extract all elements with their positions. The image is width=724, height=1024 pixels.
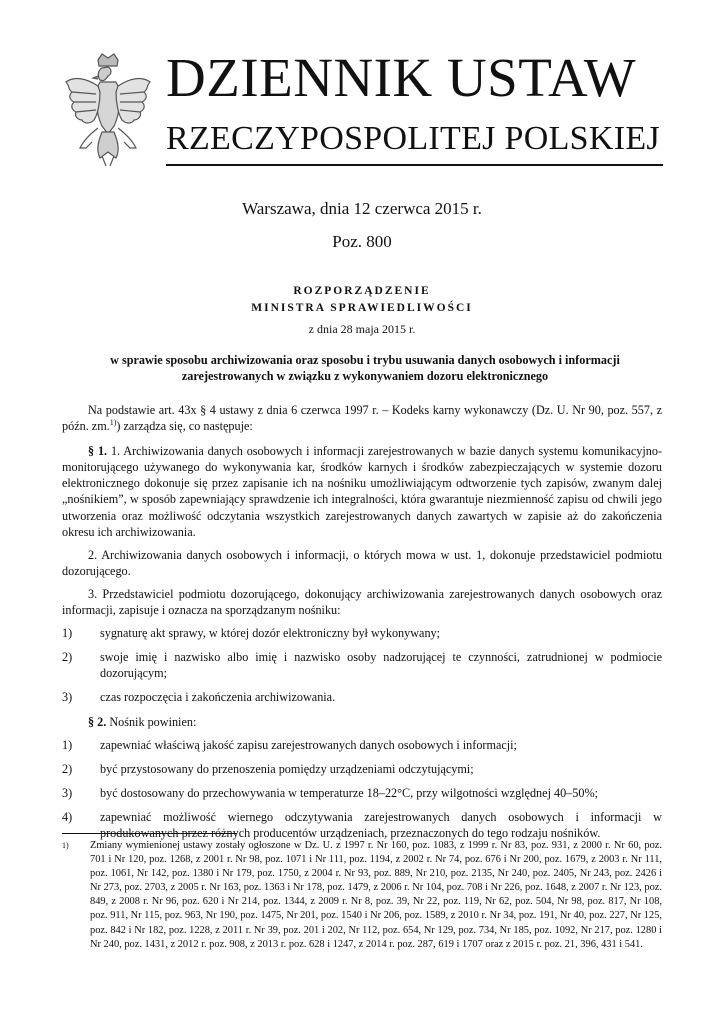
section-2-mark: § 2. <box>88 714 107 729</box>
section-1-mark: § 1. <box>88 444 108 459</box>
section-2-intro: § 2. Nośnik powinien: <box>88 714 197 729</box>
section-1-para-3: 3. Przedstawiciel podmiotu dozorującego, dokonujący archiwizowania zarejestrowanych danych osobowych oraz informacji, zapisuje i oznacza na sporządzanym nośniku: <box>62 586 662 618</box>
section-1-para-1: § 1. 1. Archiwizowania danych osobowych i informacji zarejestrowanych w bazie danych systemu komunikacyjno-monitorującego używanego do wykonywania kar, środków karnych i środków zabezpieczających w systemie dozoru elektronicznego dokonuje się przez zapisanie ich na nośniku umożliwiającym odtworzenie tych zapisów, zwanym dalej „nośnikiem”, w sposób zapewniający sprawdzenie ich integralności, która gwarantuje niezmienność zapisu od chwili jego utworzenia oraz możliwość odczytania wszystkich zarejestrowanych danych zawartych w zapisie aż do zakończenia okresu ich archiwizowania. <box>62 444 663 539</box>
section-1-para-2: 2. Archiwizowania danych osobowych i informacji, o których mowa w ust. 1, dokonuje przedstawiciel podmiotu dozorującego. <box>62 547 662 578</box>
gazette-title: DZIENNIK USTAW <box>166 47 637 108</box>
position-number: Poz. 800 <box>332 232 392 251</box>
publication-dateline: Warszawa, dnia 12 czerwca 2015 r. <box>242 199 482 218</box>
list-item: 3) czas rozpoczęcia i zakończenia archiwizowania. <box>62 690 336 705</box>
regulation-body <box>62 402 662 849</box>
footnote <box>62 839 662 952</box>
regulation-subject: w sprawie sposobu archiwizowania oraz sposobu i trybu usuwania danych osobowych i informacji zarejestrowanych w związku z wykonywaniem dozoru elektronicznego <box>110 353 620 383</box>
regulation-authority: MINISTRA SPRAWIEDLIWOŚCI <box>251 302 473 314</box>
footnote-text: Zmiany wymienionej ustawy zostały ogłoszone w Dz. U. z 1997 r. Nr 160, poz. 1083, z 1999 r. Nr 83, poz. 931, z 2000 r. Nr 60, poz. 701 i Nr 120, poz. 1268, z 2001 r. Nr 98, poz. 1071 i Nr 111, poz. 1194, z 2002 r. Nr 74, poz. 676 i Nr 200, poz. 1679, z 2003 r. Nr 111, poz. 1061, Nr 142, poz. 1380 i Nr 179, poz. 1750, z 2004 r. Nr 93, poz. 889, Nr 210, poz. 2135, Nr 240, poz. 2405, Nr 243, poz. 2426 i Nr 273, poz. 2703, z 2005 r. Nr 163, poz. 1363 i Nr 178, poz. 1479, z 2006 r. Nr 104, poz. 708 i Nr 226, poz. 1648, z 2007 r. Nr 123, poz. 849, z 2008 r. Nr 96, poz. 620 i Nr 214, poz. 1344, z 2009 r. Nr 8, poz. 39, Nr 22, poz. 119, Nr 62, poz. 504, Nr 98, poz. 817, Nr 108, poz. 911, Nr 115, poz. 963, Nr 190, poz. 1475, Nr 201, poz. 1540 i Nr 206, poz. 1589, z 2010 r. Nr 34, poz. 191, Nr 40, poz. 227, Nr 125, poz. 842 i Nr 182, poz. 1228, z 2011 r. Nr 39, poz. 201 i 202, Nr 112, poz. 654, Nr 129, poz. 734, Nr 185, poz. 1092, Nr 217, poz. 1280 i Nr 240, poz. 1431, z 2012 r. poz. 908, z 2013 r. poz. 628 i 1247, z 2014 r. poz. 287, 619 i 1707 oraz z 2015 r. poz. 21, 396, 431 i 541. <box>90 840 662 950</box>
list-item: 1) sygnaturę akt sprawy, w której dozór elektroniczny był wykonywany; <box>62 626 441 641</box>
list-item: 4) zapewniać możliwość wiernego odczytywania zarejestrowanych danych osobowych i informacji w produkowanych przez różnych producentów urządzeniach, przeznaczonych do tego rodzaju nośników. <box>62 809 662 840</box>
footnote-marker: 1) <box>62 841 69 850</box>
regulation-type: ROZPORZĄDZENIE <box>293 285 431 297</box>
list-item: 2) swoje imię i nazwisko albo imię i nazwisko osoby nadzorującej te czynności, zatrudnionej w podmiocie dozorującym; <box>62 650 662 681</box>
footnote-divider <box>62 833 237 834</box>
list-item: 1) zapewniać właściwą jakość zapisu zarejestrowanych danych osobowych i informacji; <box>62 737 517 752</box>
legal-basis: Na podstawie art. 43x § 4 ustawy z dnia 6 czerwca 1997 r. – Kodeks karny wykonawczy (Dz. U. Nr 90, poz. 557, z późn. zm.$^{1)}$) zarządza się, co następuje: <box>62 403 662 434</box>
regulation-date: z dnia 28 maja 2015 r. <box>308 322 416 336</box>
masthead-divider <box>166 164 663 166</box>
footnote-ref: 1) <box>109 418 117 428</box>
gazette-subtitle: RZECZYPOSPOLITEJ POLSKIEJ <box>166 120 660 157</box>
list-item: 3) być dostosowany do przechowywania w temperaturze 18–22°C, przy wilgotności względnej 40–50%; <box>62 785 599 800</box>
list-item: 2) być przystosowany do przenoszenia pomiędzy urządzeniami odczytującymi; <box>62 761 474 776</box>
polish-eagle-emblem <box>62 52 154 170</box>
